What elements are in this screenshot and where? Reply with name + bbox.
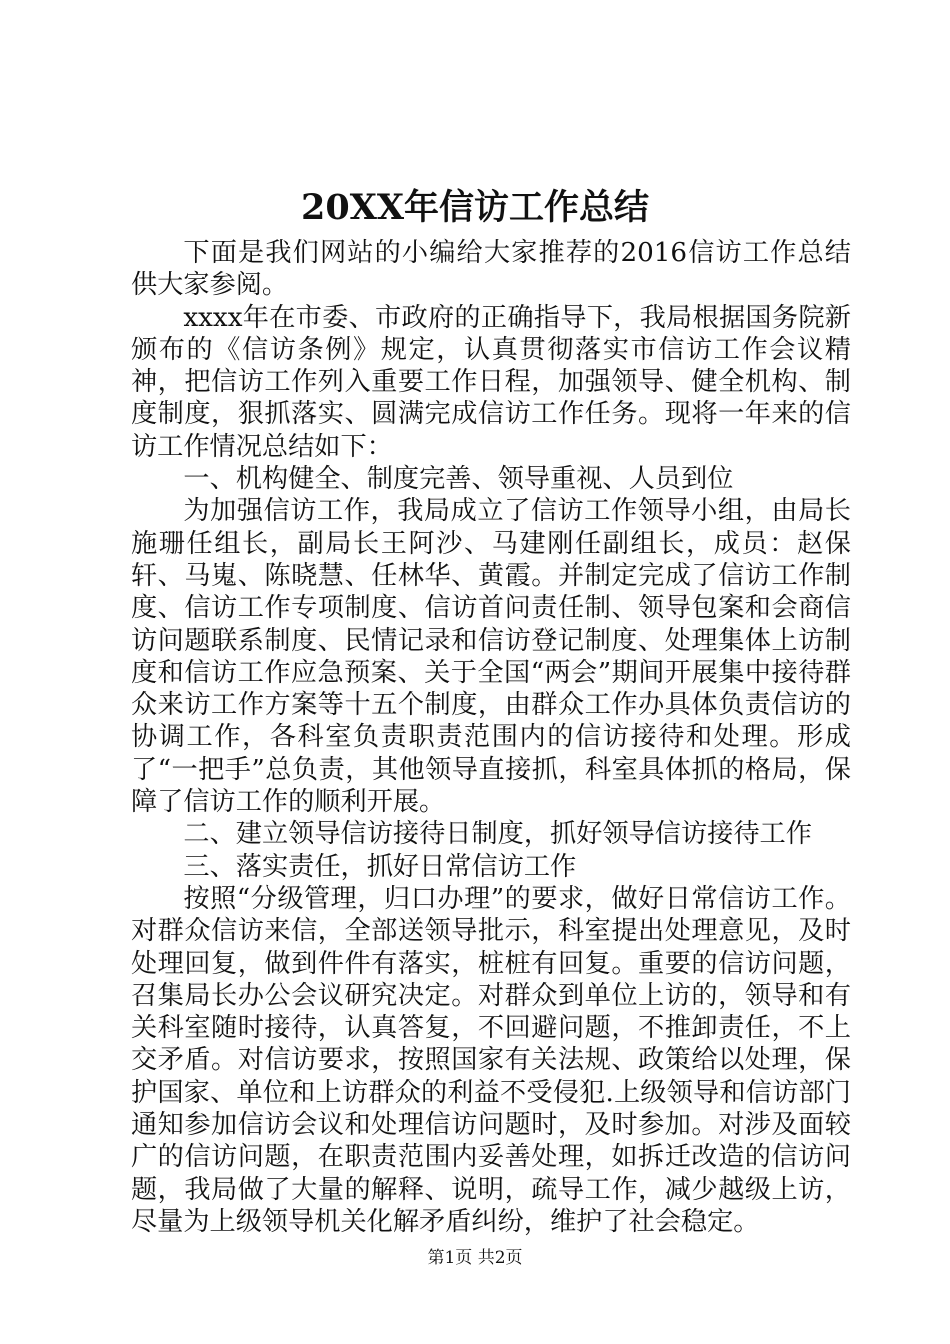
document-body (131, 237, 851, 1238)
paragraph-intro: 下面是我们网站的小编给大家推荐的2016信访工作总结供大家参阅。 (131, 238, 851, 301)
paragraph-overview: xxxx年在市委、市政府的正确指导下，我局根据国务院新颁布的《信访条例》规定，认真贯彻落实市信访工作会议精神，把信访工作列入重要工作日程，加强领导、健全机构、制度制度，狠抓落实、圆满完成信访工作任务。现将一年来的信访工作情况总结如下： (131, 302, 851, 462)
section-heading-3: 三、落实责任，抓好日常信访工作 (183, 851, 577, 882)
paragraph-section-3: 按照“分级管理，归口办理”的要求，做好日常信访工作。对群众信访来信，全部送领导批示，科室提出处理意见，及时处理回复，做到件件有落实，桩桩有回复。重要的信访问题，召集局长办公会议研究决定。对群众到单位上访的，领导和有关科室随时接待，认真答复，不回避问题，不推卸责任，不上交矛盾。对信访要求，按照国家有关法规、政策给以处理，保护国家、单位和上访群众的利益不受侵犯.上级领导和信访部门通知参加信访会议和处理信访问题时，及时参加。对涉及面较广的信访问题，在职责范围内妥善处理，如拆迁改造的信访问题，我局做了大量的解释、说明，疏导工作，减少越级上访，尽量为上级领导机关化解矛盾纠纷，维护了社会稳定。 (131, 883, 851, 1237)
document-title: 20XX年信访工作总结 (300, 187, 650, 228)
paragraph-section-1: 为加强信访工作，我局成立了信访工作领导小组，由局长施珊任组长，副局长王阿沙、马建刚任副组长，成员：赵保轩、马嵬、陈晓慧、任林华、黄霞。并制定完成了信访工作制度、信访工作专项制度、信访首问责任制、领导包案和会商信访问题联系制度、民情记录和信访登记制度、处理集体上访制度和信访工作应急预案、关于全国“两会”期间开展集中接待群众来访工作方案等十五个制度，由群众工作办具体负责信访的协调工作，各科室负责职责范围内的信访接待和处理。形成了“一把手”总负责，其他领导直接抓，科室具体抓的格局，保障了信访工作的顺利开展。 (131, 496, 851, 818)
page-footer: 第1页 共2页 (427, 1248, 523, 1268)
section-heading-1: 一、机构健全、制度完善、领导重视、人员到位 (183, 464, 734, 495)
section-heading-2: 二、建立领导信访接待日制度，抓好领导信访接待工作 (183, 819, 812, 850)
